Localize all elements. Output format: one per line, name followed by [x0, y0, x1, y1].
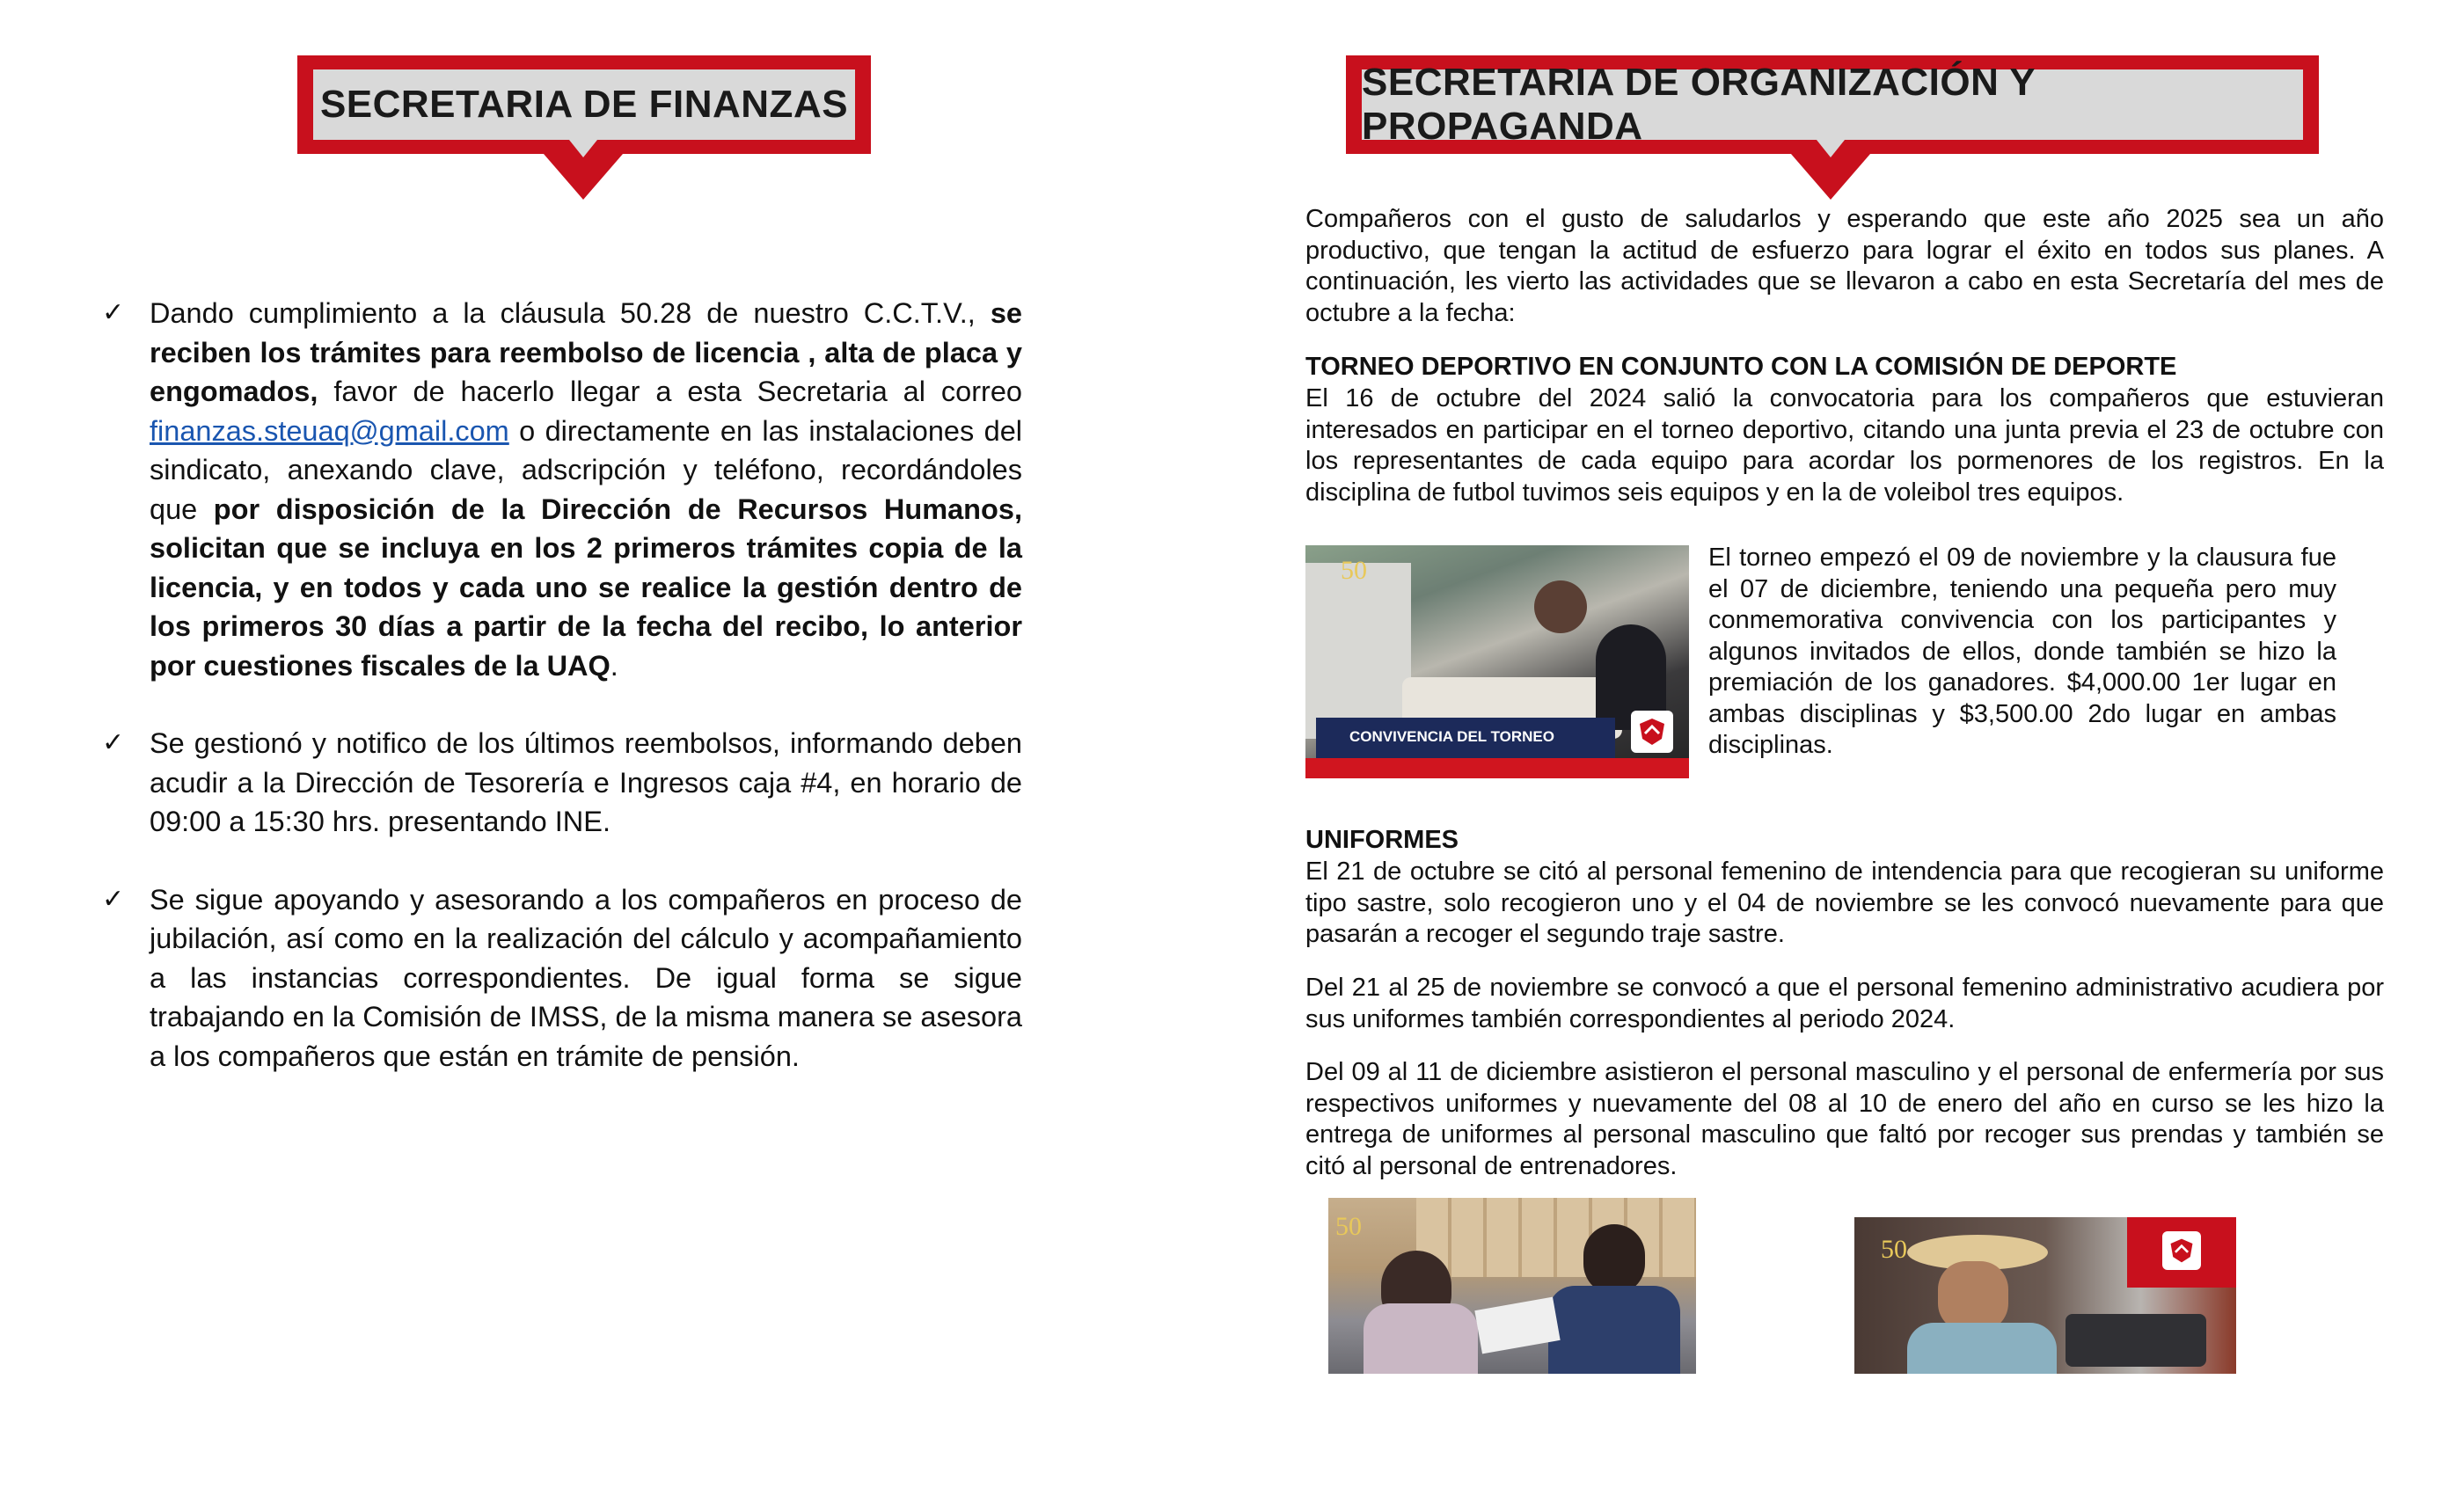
photo-boxes: [1416, 1198, 1696, 1277]
torneo-photo: [1305, 545, 1689, 778]
finanzas-banner-title: SECRETARIA DE FINANZAS: [313, 69, 855, 140]
photo-wall: [1305, 563, 1411, 739]
finanzas-banner-pointer: [544, 154, 623, 200]
shield-icon: [1631, 711, 1673, 753]
torneo-paragraph: El 16 de octubre del 2024 salió la convocatoria para los compañeros que estuvieran interesados en participar en el torneo deportivo, citando una junta previa el 23 de octubre con los representantes de cada equipo para acordar los pormenores de los registros. En la disciplina de futbol tuvimos seis equipos y en la de voleibol tres equipos.: [1305, 384, 2384, 507]
list-item: [99, 724, 1022, 842]
photo-caption: CONVIVENCIA DEL TORNEO: [1349, 728, 1554, 745]
checkmark-icon: ✓: [102, 883, 125, 915]
item-bold-text: se reciben los trámites para reembolso de licencia , alta de placa y engomados,: [150, 297, 1022, 407]
uniformes-photo-1: [1328, 1198, 1696, 1374]
item-text: Se gestionó y notifico de los últimos reembolsos, informando deben acudir a la Dirección de Tesorería e Ingresos caja #4, en horario de 09:00 a 15:30 hrs. presentando INE.: [150, 727, 1022, 837]
organizacion-banner-pointer-notch: [1817, 140, 1845, 157]
shield-icon: [2162, 1231, 2201, 1270]
item-text: .: [610, 649, 618, 682]
photo-bag: [2066, 1314, 2206, 1367]
list-item: [99, 880, 1022, 1076]
photo-logo-number: 50: [1335, 1212, 1362, 1241]
organizacion-banner-pointer: [1791, 154, 1870, 200]
list-item: [99, 294, 1022, 685]
photo-logo-number: 50: [1881, 1235, 1907, 1264]
item-text: Dando cumplimiento a la cláusula 50.28 de nuestro C.C.T.V.,: [150, 297, 991, 329]
checkmark-icon: ✓: [102, 297, 125, 328]
photo-logo-number: 50: [1341, 556, 1367, 585]
photo-person: [1583, 1224, 1645, 1295]
item-text: Se sigue apoyando y asesorando a los compañeros en proceso de jubilación, así como en la realización del cálculo y acompañamiento a las instancias correspondientes. De igual forma se sigue trabajando en la Comisión de IMSS, de la misma manera se asesora a los compañeros que están en trámite de pensión.: [150, 883, 1022, 1072]
torneo-side-paragraph: El torneo empezó el 09 de noviembre y la clausura fue el 07 de diciembre, teniendo una pequeña pero muy conmemorativa convivencia con los participantes y algunos invitados de ellos, donde también se hizo la premiación de los ganadores. $4,000.00 1er lugar en ambas disciplinas y $3,500.00 2do lugar en ambas disciplinas.: [1708, 544, 2336, 759]
photo-face: [1938, 1261, 2008, 1332]
photo-red-stripe: [1305, 758, 1689, 778]
email-link[interactable]: finanzas.steuaq@gmail.com: [150, 414, 509, 447]
uniformes-paragraph-1: El 21 de octubre se citó al personal femenino de intendencia para que recogieran su uniforme tipo sastre, solo recogieron uno y el 04 de noviembre se les convocó nuevamente para que pasarán a recoger el segundo traje sastre.: [1305, 857, 2384, 948]
photo-shirt: [1907, 1323, 2057, 1374]
organizacion-banner-title: SECRETARIA DE ORGANIZACIÓN Y PROPAGANDA: [1362, 69, 2303, 140]
photo-person: [1364, 1303, 1478, 1374]
finanzas-list: [99, 294, 1022, 1114]
item-bold-text: por disposición de la Dirección de Recursos Humanos, solicitan que se incluya en los 2 primeros trámites copia de la licencia, y en todos y cada uno se realice la gestión dentro de los primeros 30 días a partir de la fecha del recibo, lo anterior por cuestiones fiscales de la UAQ: [150, 493, 1022, 682]
torneo-heading: TORNEO DEPORTIVO EN CONJUNTO CON LA COMISIÓN DE DEPORTE: [1305, 353, 2177, 381]
finanzas-banner-pointer-notch: [569, 140, 597, 157]
photo-person: [1534, 580, 1587, 633]
photo-person: [1548, 1286, 1680, 1374]
checkmark-icon: ✓: [102, 727, 125, 758]
item-text: o directamente en las instalaciones del sindicato, anexando clave, adscripción y teléfono, recordándoles que: [150, 414, 1022, 525]
uniformes-paragraph-3: Del 09 al 11 de diciembre asistieron el personal masculino y el personal de enfermería por sus respectivos uniformes y nuevamente del 08 al 10 de enero del año en curso se les hizo la entrega de uniformes al personal masculino que faltó por recoger sus prendas y también se citó al personal de entrenadores.: [1305, 1058, 2384, 1180]
uniformes-paragraph-2: Del 21 al 25 de noviembre se convocó a que el personal femenino administrativo acudiera por sus uniformes también correspondientes al periodo 2024.: [1305, 974, 2384, 1033]
uniformes-photo-2: [1854, 1217, 2236, 1374]
uniformes-heading: UNIFORMES: [1305, 826, 1459, 854]
intro-paragraph: Compañeros con el gusto de saludarlos y esperando que este año 2025 sea un año productivo, que tengan la actitud de esfuerzo para lograr el éxito en todos sus planes. A continuación, les vierto las actividades que se llevaron a cabo en esta Secretaría del mes de octubre a la fecha:: [1305, 205, 2384, 327]
item-text: favor de hacerlo llegar a esta Secretaria al correo: [318, 376, 1022, 407]
